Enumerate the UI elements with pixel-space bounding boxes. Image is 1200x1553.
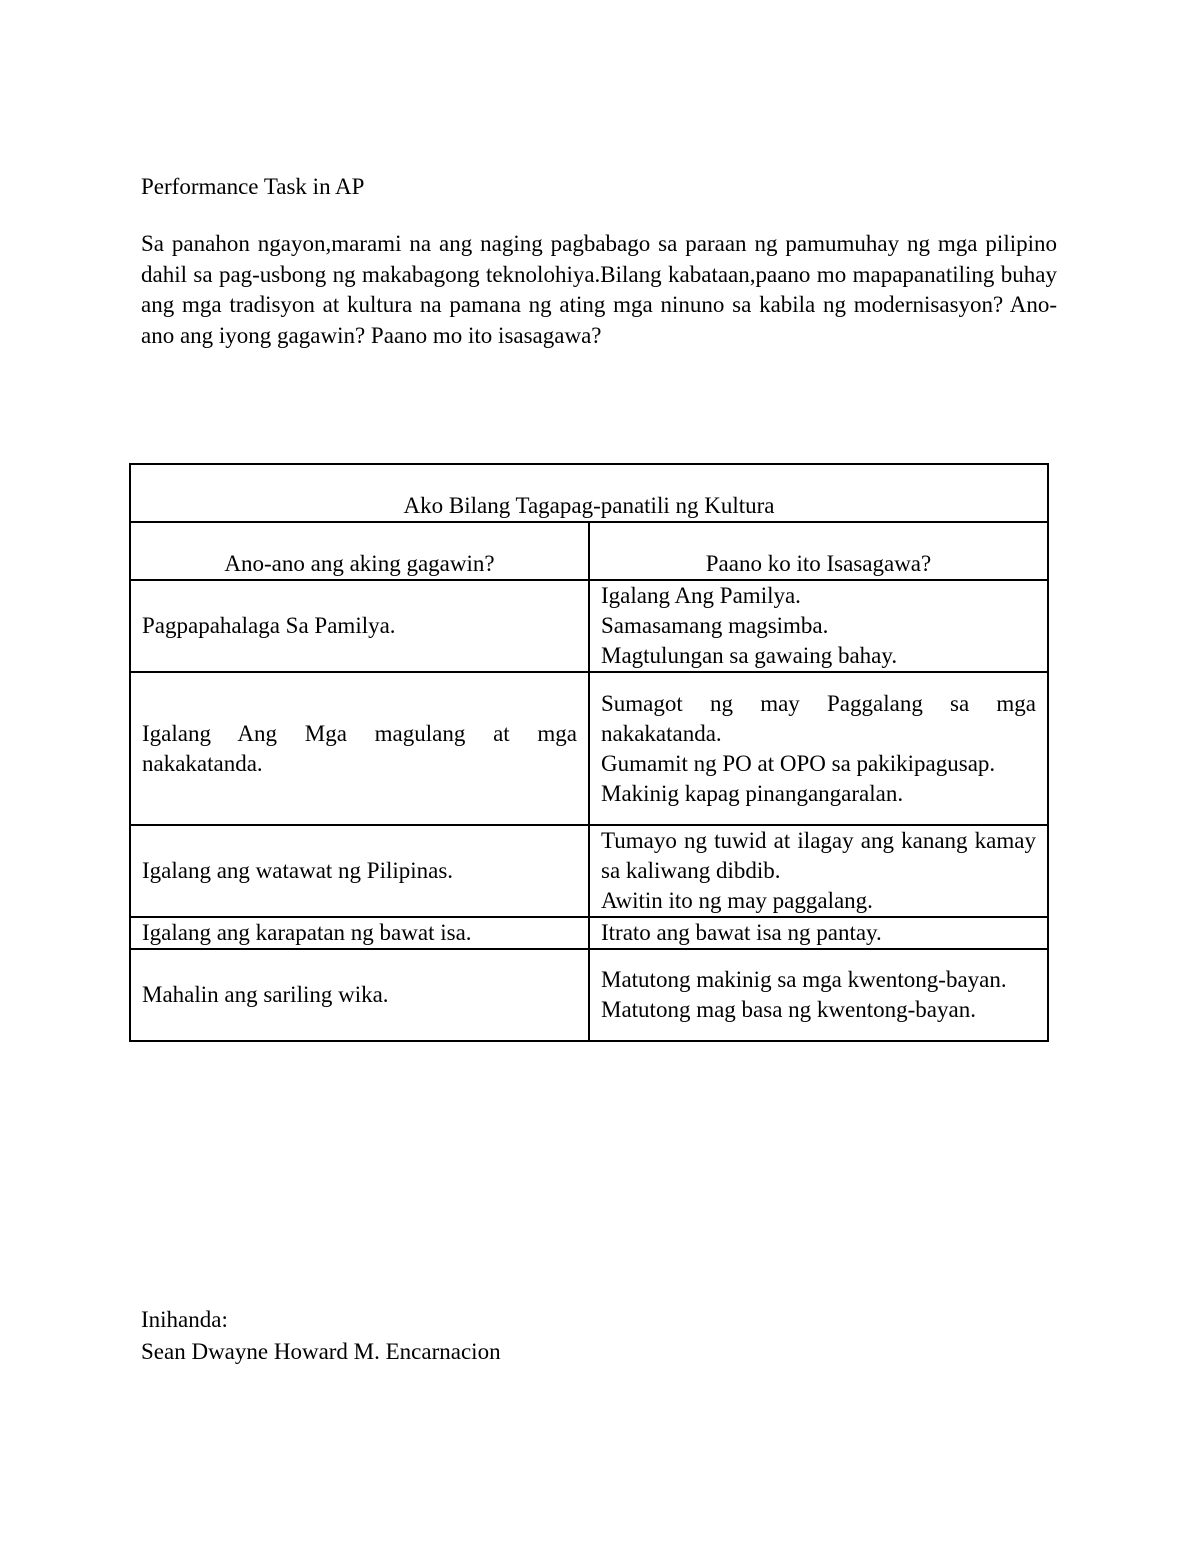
how-cell: [589, 672, 1048, 825]
culture-table: [129, 463, 1049, 1042]
table-row: [130, 672, 1048, 825]
table-row: [130, 949, 1048, 1041]
action-cell: Igalang ang watawat ng Pilipinas.: [130, 825, 589, 917]
column-header-actions: Ano-ano ang aking gagawin?: [130, 522, 589, 580]
document-title: Performance Task in AP: [141, 174, 365, 199]
how-line: Igalang Ang Pamilya.: [601, 583, 801, 608]
table-row: [130, 580, 1048, 672]
action-cell: Igalang ang karapatan ng bawat isa.: [130, 917, 589, 949]
how-line: Gumamit ng PO at OPO sa pakikipagusap.: [601, 750, 996, 776]
how-line: Magtulungan sa gawaing bahay.: [601, 643, 898, 668]
prepared-by-label: Inihanda:: [141, 1307, 228, 1332]
how-line: Samasamang magsimba.: [601, 613, 829, 638]
how-cell: [589, 825, 1048, 917]
action-text: Igalang Ang Mga magulang at mga nakakatanda.: [142, 720, 577, 776]
how-cell: [589, 949, 1048, 1041]
signature-block: [141, 1304, 501, 1368]
table-caption-row: [130, 464, 1048, 522]
how-cell: [589, 580, 1048, 672]
how-line: Matutong makinig sa mga kwentong-bayan.: [601, 967, 1007, 992]
action-cell: Mahalin ang sariling wika.: [130, 949, 589, 1041]
how-line: Awitin ito ng may paggalang.: [601, 888, 873, 913]
how-cell: [589, 917, 1048, 949]
task-prompt: Sa panahon ngayon,marami na ang naging pagbabago sa paraan ng pamumuhay ng mga pilipino dahil sa pag-usbong ng makabagong teknolohiya.Bilang kabataan,paano mo mapapanatiling buhay ang mga tradisyon at kultura na pamana ng ating mga ninuno sa kabila ng modernisasyon? Ano-ano ang iyong gagawin? Paano mo ito isasagawa?: [141, 231, 1057, 348]
how-line: Matutong mag basa ng kwentong-bayan.: [601, 997, 976, 1022]
author-name: Sean Dwayne Howard M. Encarnacion: [141, 1339, 501, 1364]
action-cell: Pagpapahalaga Sa Pamilya.: [130, 580, 589, 672]
table-caption: Ako Bilang Tagapag-panatili ng Kultura: [130, 464, 1048, 522]
how-line: Makinig kapag pinangangaralan.: [601, 780, 904, 806]
how-line: Tumayo ng tuwid at ilagay ang kanang kamay sa kaliwang dibdib.: [601, 828, 1036, 883]
how-line: Sumagot ng may Paggalang sa mga nakakatanda.: [601, 690, 1036, 746]
table-header-row: [130, 522, 1048, 580]
table-row: [130, 917, 1048, 949]
table-row: [130, 825, 1048, 917]
column-header-how: Paano ko ito Isasagawa?: [589, 522, 1048, 580]
how-line: Itrato ang bawat isa ng pantay.: [601, 920, 882, 945]
action-cell: [130, 672, 589, 825]
